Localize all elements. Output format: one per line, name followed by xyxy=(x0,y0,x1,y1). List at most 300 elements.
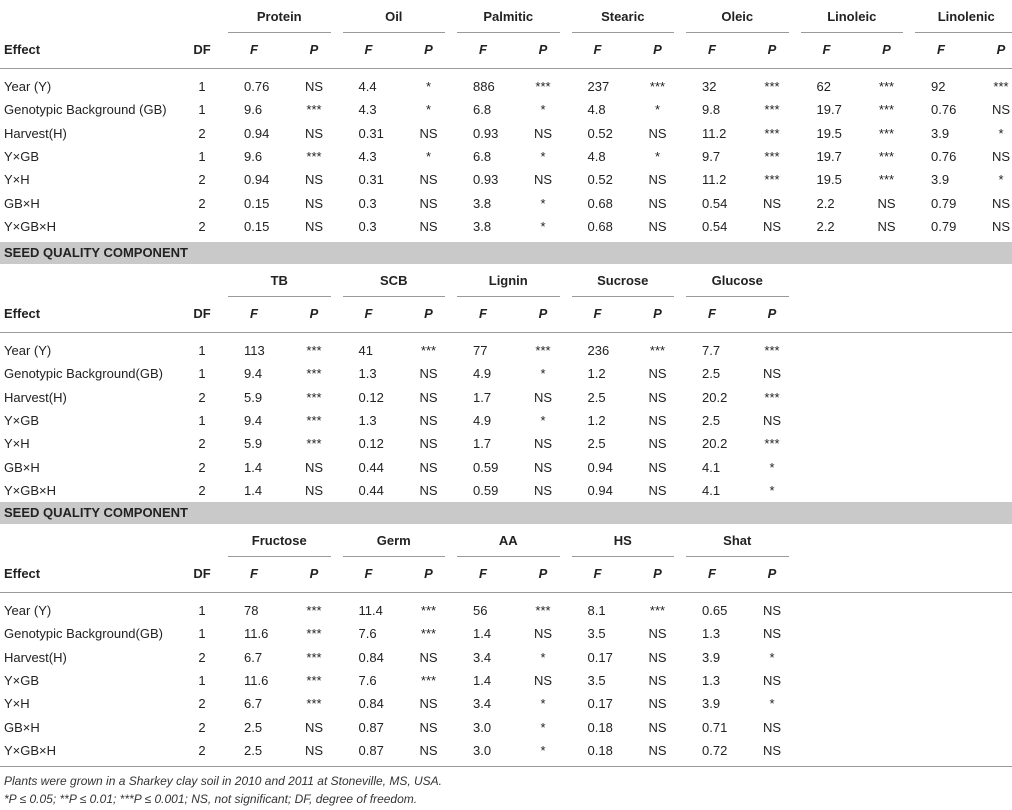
p-value: NS xyxy=(648,482,667,498)
p-value: NS xyxy=(648,742,667,758)
p-header: P xyxy=(767,42,777,57)
footnote-2: *P ≤ 0.05; **P ≤ 0.01; ***P ≤ 0.001; NS, not significant; DF, degree of freedom. xyxy=(4,792,418,806)
p-value: NS xyxy=(304,125,324,141)
p-value: NS xyxy=(419,436,438,452)
section-band xyxy=(0,502,1012,524)
f-value: 2.2 xyxy=(816,195,835,211)
p-value: NS xyxy=(304,172,324,188)
f-value: 2.5 xyxy=(702,412,721,428)
p-value: *** xyxy=(306,603,322,618)
subheader-row xyxy=(0,38,1012,61)
df-value: 1 xyxy=(198,343,206,358)
group-underline xyxy=(572,296,675,297)
group-header: TB xyxy=(270,273,288,288)
f-value: 11.4 xyxy=(358,603,383,618)
f-value: 3.8 xyxy=(473,195,492,211)
table-row xyxy=(0,386,1012,409)
table-row xyxy=(0,456,1012,479)
group-underline xyxy=(457,556,560,557)
p-header: P xyxy=(424,306,433,321)
f-value: 6.8 xyxy=(473,148,492,164)
f-value: 0.87 xyxy=(358,719,384,735)
f-value: 1.4 xyxy=(473,626,492,642)
f-value: 20.2 xyxy=(702,436,728,452)
effect-name: Y×H xyxy=(4,696,30,712)
p-value: *** xyxy=(878,172,895,188)
f-header: F xyxy=(822,42,831,57)
p-value: * xyxy=(654,102,661,118)
f-value: 4.8 xyxy=(587,102,606,118)
p-value: NS xyxy=(762,626,782,642)
p-value: * xyxy=(540,218,546,234)
group-header: AA xyxy=(498,533,518,548)
p-value: *** xyxy=(764,148,780,164)
table-row xyxy=(0,75,1012,98)
p-value: NS xyxy=(419,742,438,758)
f-value: 19.5 xyxy=(816,172,842,188)
p-header: P xyxy=(882,42,891,57)
p-value: NS xyxy=(762,672,782,688)
f-header: F xyxy=(250,306,258,321)
p-value: NS xyxy=(419,389,438,405)
f-value: 1.3 xyxy=(702,672,721,688)
f-value: 0.94 xyxy=(587,482,613,498)
p-header: P xyxy=(767,566,777,581)
p-value: NS xyxy=(419,719,438,735)
p-value: NS xyxy=(419,412,438,428)
p-header: P xyxy=(538,42,548,57)
f-value: 1.3 xyxy=(358,366,377,382)
group-header: Lignin xyxy=(488,273,528,288)
f-header: F xyxy=(364,42,373,57)
f-value: 0.15 xyxy=(244,218,270,234)
f-value: 0.59 xyxy=(473,459,499,475)
subheader-row xyxy=(0,302,1012,325)
p-value: * xyxy=(540,366,546,382)
p-value: NS xyxy=(648,436,667,452)
f-value: 3.0 xyxy=(473,742,492,758)
df-value: 1 xyxy=(198,79,206,94)
p-value: NS xyxy=(762,218,782,234)
p-value: * xyxy=(769,482,775,498)
group-underline xyxy=(457,296,560,297)
f-value: 5.9 xyxy=(244,389,263,405)
f-value: 78 xyxy=(244,603,259,618)
f-value: 3.8 xyxy=(473,218,492,234)
p-value: *** xyxy=(649,79,666,94)
table-row xyxy=(0,362,1012,385)
p-value: *** xyxy=(649,343,666,358)
f-value: 0.17 xyxy=(587,696,613,712)
f-value: 19.5 xyxy=(816,125,842,141)
df-value: 2 xyxy=(198,459,206,475)
table-row xyxy=(0,145,1012,168)
p-header: P xyxy=(996,42,1006,57)
p-value: * xyxy=(540,719,546,735)
p-value: NS xyxy=(533,626,553,642)
f-value: 0.71 xyxy=(702,719,728,735)
p-value: NS xyxy=(419,459,438,475)
p-header: P xyxy=(767,306,777,321)
df-value: 2 xyxy=(198,125,206,141)
p-header: P xyxy=(309,566,319,581)
f-value: 3.9 xyxy=(702,649,721,665)
p-value: * xyxy=(540,742,546,758)
group-header: HS xyxy=(613,533,632,548)
effect-name: Y×GB×H xyxy=(4,482,57,498)
f-value: 0.3 xyxy=(358,218,377,234)
p-value: NS xyxy=(648,696,667,712)
f-header: F xyxy=(250,566,258,581)
f-value: 56 xyxy=(473,603,488,618)
p-header: P xyxy=(309,306,319,321)
f-value: 0.68 xyxy=(587,195,613,211)
p-value: * xyxy=(769,649,775,665)
f-value: 236 xyxy=(587,343,610,358)
df-value: 1 xyxy=(198,412,206,428)
effect-header: Effect xyxy=(4,42,41,57)
p-value: NS xyxy=(991,218,1011,234)
f-value: 7.6 xyxy=(358,672,377,688)
group-header: Linoleic xyxy=(827,9,877,24)
f-value: 2.5 xyxy=(587,389,606,405)
p-header: P xyxy=(653,566,662,581)
f-value: 0.72 xyxy=(702,742,728,758)
f-value: 4.1 xyxy=(702,459,721,475)
p-value: *** xyxy=(306,649,322,665)
table-row xyxy=(0,646,1012,669)
p-value: * xyxy=(540,649,546,665)
f-value: 92 xyxy=(931,79,946,94)
p-header: P xyxy=(653,42,662,57)
f-value: 62 xyxy=(816,79,831,94)
group-header: Palmitic xyxy=(483,9,534,24)
f-value: 2.5 xyxy=(244,742,263,758)
p-value: *** xyxy=(306,626,322,642)
f-value: 11.6 xyxy=(244,626,269,642)
group-header: Glucose xyxy=(711,273,763,288)
effect-name: Harvest(H) xyxy=(4,649,67,665)
f-value: 0.94 xyxy=(244,172,270,188)
p-value: NS xyxy=(533,482,553,498)
group-header: Protein xyxy=(256,9,302,24)
section-band xyxy=(0,242,1012,264)
effect-name: Year (Y) xyxy=(4,603,52,618)
group-underline xyxy=(686,32,789,33)
group-underline xyxy=(572,556,675,557)
subheader-row xyxy=(0,562,1012,585)
df-value: 1 xyxy=(198,366,206,382)
table-row xyxy=(0,622,1012,645)
group-header: Linolenic xyxy=(937,9,995,24)
effect-header: Effect xyxy=(4,306,41,321)
group-header: Stearic xyxy=(601,9,645,24)
p-value: NS xyxy=(419,649,438,665)
f-value: 9.6 xyxy=(244,102,263,118)
header-rule xyxy=(0,592,1012,593)
p-value: NS xyxy=(648,389,667,405)
df-value: 2 xyxy=(198,719,206,735)
f-value: 19.7 xyxy=(816,102,842,118)
p-value: *** xyxy=(306,412,322,428)
p-value: * xyxy=(998,172,1004,188)
p-value: *** xyxy=(306,672,322,688)
f-header: F xyxy=(479,566,487,581)
f-value: 113 xyxy=(244,343,265,358)
f-value: 0.18 xyxy=(587,742,613,758)
p-value: *** xyxy=(878,102,895,118)
p-value: *** xyxy=(306,343,322,358)
f-header: F xyxy=(937,42,945,57)
f-value: 77 xyxy=(473,343,488,358)
table-row xyxy=(0,716,1012,739)
p-value: *** xyxy=(878,125,895,141)
effect-name: Year (Y) xyxy=(4,79,52,94)
p-value: NS xyxy=(648,366,667,382)
f-value: 0.68 xyxy=(587,218,613,234)
f-value: 1.2 xyxy=(587,366,606,382)
f-value: 3.4 xyxy=(473,696,492,712)
effect-header: Effect xyxy=(4,566,41,581)
p-value: * xyxy=(654,148,661,164)
p-value: NS xyxy=(533,389,553,405)
p-value: *** xyxy=(764,172,780,188)
p-value: NS xyxy=(419,482,438,498)
f-value: 1.2 xyxy=(587,412,606,428)
effect-name: GB×H xyxy=(4,459,40,475)
p-value: NS xyxy=(991,195,1011,211)
p-value: NS xyxy=(304,719,324,735)
p-value: * xyxy=(769,459,775,475)
effect-name: Y×H xyxy=(4,172,30,188)
f-value: 0.79 xyxy=(931,195,957,211)
f-header: F xyxy=(364,306,373,321)
f-value: 4.3 xyxy=(358,102,377,118)
p-value: NS xyxy=(991,148,1011,164)
effect-name: GB×H xyxy=(4,719,40,735)
f-value: 0.15 xyxy=(244,195,270,211)
effect-name: Y×GB×H xyxy=(4,742,57,758)
p-value: * xyxy=(540,696,546,712)
table-row xyxy=(0,192,1012,215)
df-value: 1 xyxy=(198,672,206,688)
p-value: NS xyxy=(648,172,667,188)
f-header: F xyxy=(250,42,258,57)
p-value: *** xyxy=(993,79,1009,94)
group-underline xyxy=(686,556,789,557)
p-value: NS xyxy=(762,412,782,428)
group-underline xyxy=(801,32,904,33)
p-value: NS xyxy=(533,672,553,688)
f-value: 11.2 xyxy=(702,125,727,141)
effect-name: Y×GB xyxy=(4,148,40,164)
p-value: *** xyxy=(306,436,322,452)
group-underline xyxy=(343,556,446,557)
f-header: F xyxy=(593,566,602,581)
p-value: NS xyxy=(648,125,667,141)
p-value: NS xyxy=(304,79,324,94)
p-value: NS xyxy=(533,125,553,141)
f-header: F xyxy=(593,42,602,57)
p-value: * xyxy=(425,79,432,94)
f-value: 4.9 xyxy=(473,412,492,428)
f-value: 9.4 xyxy=(244,412,263,428)
group-underline xyxy=(228,32,331,33)
f-value: 3.0 xyxy=(473,719,492,735)
f-value: 0.12 xyxy=(358,389,384,405)
p-value: *** xyxy=(420,626,437,642)
p-value: NS xyxy=(877,195,896,211)
df-value: 2 xyxy=(198,218,206,234)
group-header: SCB xyxy=(380,273,408,288)
p-value: *** xyxy=(764,125,780,141)
group-header: Sucrose xyxy=(597,273,649,288)
df-value: 2 xyxy=(198,389,206,405)
effect-name: Y×GB xyxy=(4,672,40,688)
group-header: Oleic xyxy=(721,9,754,24)
f-value: 7.6 xyxy=(358,626,377,642)
group-header: Fructose xyxy=(251,533,307,548)
p-header: P xyxy=(538,306,548,321)
p-value: NS xyxy=(648,459,667,475)
group-underline xyxy=(343,296,446,297)
p-value: NS xyxy=(419,696,438,712)
p-value: NS xyxy=(762,742,782,758)
table-row xyxy=(0,98,1012,121)
df-value: 2 xyxy=(198,172,206,188)
f-value: 2.5 xyxy=(587,436,606,452)
effect-name: GB×H xyxy=(4,195,40,211)
table-row xyxy=(0,692,1012,715)
df-value: 1 xyxy=(198,626,206,642)
p-value: *** xyxy=(420,603,437,618)
p-value: *** xyxy=(535,79,551,94)
p-value: * xyxy=(769,696,775,712)
f-value: 0.31 xyxy=(358,172,384,188)
table-row xyxy=(0,739,1012,762)
f-value: 2.2 xyxy=(816,218,835,234)
p-value: NS xyxy=(648,195,667,211)
section-band-label: SEED QUALITY COMPONENT xyxy=(4,505,188,520)
p-header: P xyxy=(424,566,433,581)
effect-name: Y×GB×H xyxy=(4,218,57,234)
group-underline xyxy=(572,32,675,33)
f-value: 0.84 xyxy=(358,649,384,665)
table-row xyxy=(0,432,1012,455)
p-value: *** xyxy=(649,603,666,618)
p-header: P xyxy=(424,42,433,57)
f-value: 3.4 xyxy=(473,649,492,665)
table-row xyxy=(0,599,1012,622)
f-value: 6.8 xyxy=(473,102,492,118)
group-underline xyxy=(915,32,1012,33)
effect-name: Year (Y) xyxy=(4,343,52,358)
p-value: *** xyxy=(764,436,780,452)
section-band-label: SEED QUALITY COMPONENT xyxy=(4,245,188,260)
f-header: F xyxy=(593,306,602,321)
p-value: *** xyxy=(535,343,551,358)
effect-name: Genotypic Background (GB) xyxy=(4,102,167,118)
group-header: Oil xyxy=(385,9,403,24)
p-value: * xyxy=(540,148,546,164)
p-value: NS xyxy=(991,102,1011,118)
f-value: 0.94 xyxy=(587,459,613,475)
f-value: 11.2 xyxy=(702,172,727,188)
p-value: *** xyxy=(420,343,437,358)
p-value: NS xyxy=(419,366,438,382)
f-value: 4.8 xyxy=(587,148,606,164)
p-value: NS xyxy=(304,459,324,475)
f-value: 2.5 xyxy=(702,366,721,382)
p-value: *** xyxy=(878,148,895,164)
p-value: NS xyxy=(419,172,438,188)
df-value: 1 xyxy=(198,102,206,118)
p-value: NS xyxy=(648,719,667,735)
table-row xyxy=(0,122,1012,145)
p-value: NS xyxy=(533,172,553,188)
f-value: 2.5 xyxy=(244,719,263,735)
f-header: F xyxy=(708,306,716,321)
f-value: 0.31 xyxy=(358,125,384,141)
f-value: 0.44 xyxy=(358,482,384,498)
f-value: 886 xyxy=(473,79,495,94)
p-value: *** xyxy=(306,102,322,118)
df-header: DF xyxy=(193,306,211,321)
group-header: Germ xyxy=(376,533,411,548)
f-value: 4.9 xyxy=(473,366,492,382)
f-value: 0.3 xyxy=(358,195,377,211)
f-value: 32 xyxy=(702,79,717,94)
p-value: *** xyxy=(764,343,780,358)
f-value: 6.7 xyxy=(244,649,263,665)
p-value: *** xyxy=(764,389,780,405)
f-header: F xyxy=(708,566,716,581)
p-value: NS xyxy=(304,482,324,498)
f-value: 0.93 xyxy=(473,125,499,141)
group-underline xyxy=(228,296,331,297)
f-value: 4.3 xyxy=(358,148,377,164)
p-value: NS xyxy=(648,218,667,234)
footnote-1: Plants were grown in a Sharkey clay soil in 2010 and 2011 at Stoneville, MS, USA. xyxy=(4,774,443,788)
f-value: 0.18 xyxy=(587,719,613,735)
f-value: 0.84 xyxy=(358,696,384,712)
f-value: 0.12 xyxy=(358,436,384,452)
df-value: 1 xyxy=(198,148,206,164)
p-value: * xyxy=(540,195,546,211)
p-value: * xyxy=(425,102,432,118)
group-underline xyxy=(343,32,446,33)
group-header: Shat xyxy=(723,533,752,548)
p-value: NS xyxy=(304,742,324,758)
header-rule xyxy=(0,68,1012,69)
f-value: 1.4 xyxy=(244,459,263,475)
f-value: 8.1 xyxy=(587,603,606,618)
f-value: 1.4 xyxy=(244,482,263,498)
f-value: 0.52 xyxy=(587,172,613,188)
p-value: NS xyxy=(877,218,896,234)
f-value: 0.79 xyxy=(931,218,957,234)
p-header: P xyxy=(653,306,662,321)
f-value: 9.4 xyxy=(244,366,263,382)
f-value: 0.94 xyxy=(244,125,270,141)
df-value: 2 xyxy=(198,742,206,758)
p-value: NS xyxy=(648,649,667,665)
f-value: 1.7 xyxy=(473,436,492,452)
f-value: 3.5 xyxy=(587,672,606,688)
df-value: 1 xyxy=(198,603,206,618)
p-value: *** xyxy=(306,148,322,164)
effect-name: Y×H xyxy=(4,436,30,452)
